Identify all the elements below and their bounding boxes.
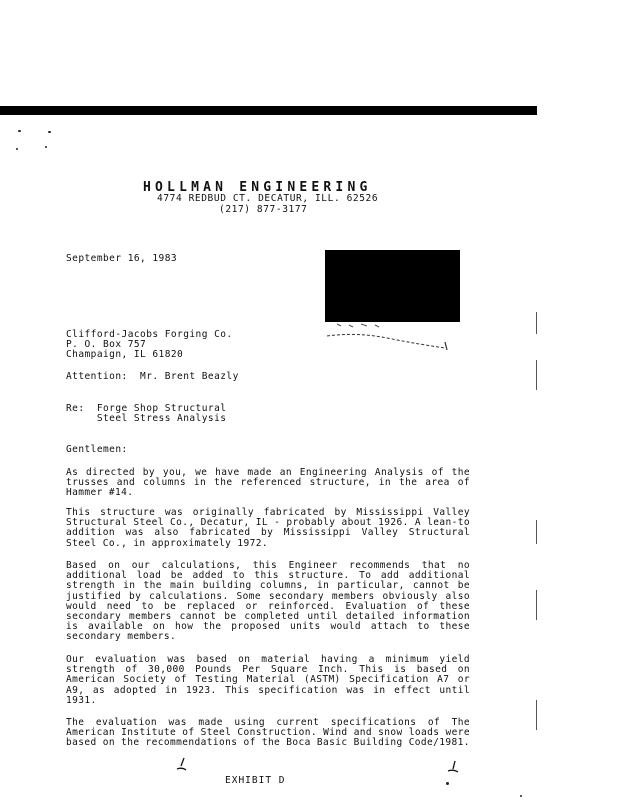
paragraph-4: Our evaluation was based on material having a minimum yield strength of 30,000 Pounds Per Square Inch. This is based on American Society of Testing Material (ASTM) Specification A7 or A9, as adopted in 1923. This specification was in effect until 1931. <box>66 654 470 706</box>
recipient-line-1: Clifford-Jacobs Forging Co. <box>66 329 233 340</box>
paragraph-3: Based on our calculations, this Engineer recommends that no additional load be added to this structure. To add additional strength in the main building columns, in particular, cannot be justified by calculations. Some secondary members obviously also would need to be replaced or reinforced. Evaluation of these secondary members cannot be completed until detailed information is available on how the proposed units would attach to these secondary members. <box>66 560 470 643</box>
paragraph-5: The evaluation was made using current specifications of The American Institute of Steel Construction. Wind and snow loads were based on the recommendations of the Boca Basic Building Code/1981. <box>66 717 470 749</box>
handwritten-scribble <box>327 322 452 352</box>
letterhead-company: HOLLMAN ENGINEERING <box>143 180 372 195</box>
scan-speck <box>446 782 449 785</box>
exhibit-label: EXHIBIT D <box>225 775 286 786</box>
handwritten-mark-left <box>176 757 188 773</box>
redaction-box <box>325 250 460 322</box>
paragraph-1: As directed by you, we have made an Engineering Analysis of the trusses and columns in the referenced structure, in the area of Hammer #14. <box>66 467 470 499</box>
margin-mark <box>536 700 537 730</box>
margin-mark <box>536 520 537 544</box>
scan-speck <box>520 795 522 797</box>
recipient-line-2: P. O. Box 757 <box>66 339 147 350</box>
salutation: Gentlemen: <box>66 444 128 455</box>
letterhead-address: 4774 REDBUD CT. DECATUR, ILL. 62526 <box>157 193 379 204</box>
recipient-line-3: Champaign, IL 61820 <box>66 349 184 360</box>
scan-speck <box>45 146 47 148</box>
margin-mark <box>536 312 537 334</box>
scan-speck <box>18 130 21 132</box>
scan-speck <box>48 131 51 133</box>
subject-line-1: Re: Forge Shop Structural <box>66 403 227 414</box>
attention-line: Attention: Mr. Brent Beazly <box>66 371 239 382</box>
top-black-bar <box>0 106 537 115</box>
scan-speck <box>16 148 18 150</box>
margin-mark <box>536 590 537 620</box>
handwritten-mark-right <box>446 760 460 776</box>
subject-line-2: Steel Stress Analysis <box>66 413 227 424</box>
paragraph-2: This structure was originally fabricated by Mississippi Valley Structural Steel Co., Decatur, IL - probably about 1926. A lean-to addition was also fabricated by Mississippi Valley Structural Steel Co., in approximately 1972. <box>66 507 470 549</box>
letter-date: September 16, 1983 <box>66 253 178 264</box>
margin-mark <box>536 360 537 390</box>
letterhead-phone: (217) 877-3177 <box>219 204 308 215</box>
